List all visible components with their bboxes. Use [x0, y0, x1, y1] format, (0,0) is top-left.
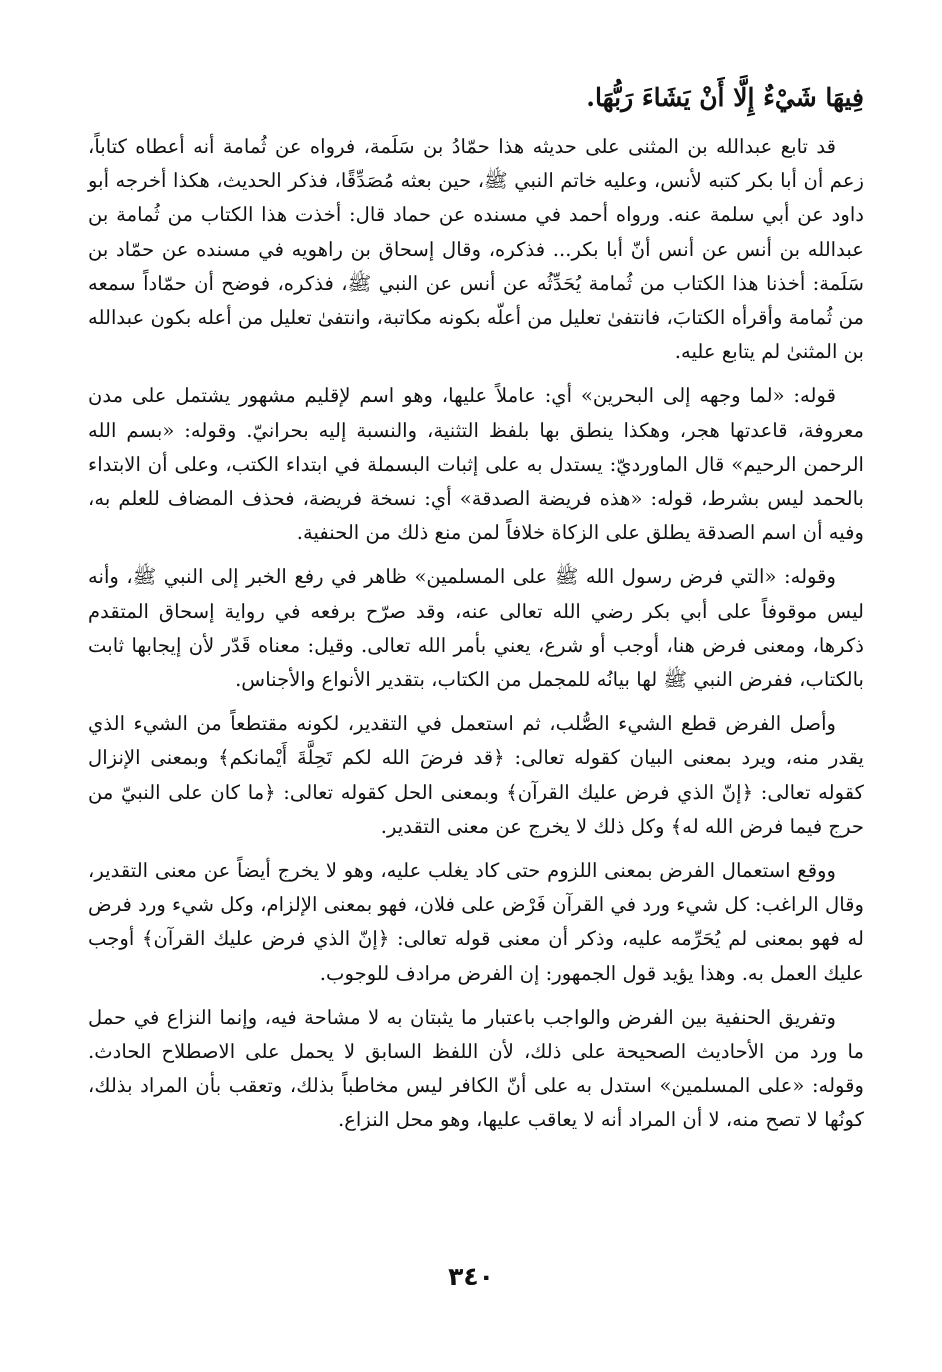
paragraph-2: قوله: «لما وجهه إلى البحرين» أي: عاملاً عليها، وهو اسم لإقليم مشهور يشتمل على مدن معروفة، قاعدتها هجر، وهكذا ينطق بها بلفظ التثنية، والنسبة إليه بحرانيّ. وقوله: «بسم الله الرحمن الرحيم» قال الماورديّ: يستدل به على إثبات البسملة في ابتداء الكتب، وعلى أن الابتداء بالحمد ليس بشرط، قوله: «هذه فريضة الصدقة» أي: نسخة فريضة، فحذف المضاف للعلم به، وفيه أن اسم الصدقة يطلق على الزكاة خلافاً لمن منع ذلك من الحنفية. — [88, 384, 864, 545]
paragraph-6: وتفريق الحنفية بين الفرض والواجب باعتبار ما يثبتان به لا مشاحة فيه، وإنما النزاع في حمل ما ورد من الأحاديث الصحيحة على ذلك، لأن اللفظ السابق لا يحمل على الاصطلاح الحادث. وقوله: «على المسلمين» استدل به على أنّ الكافر ليس مخاطباً بذلك، وتعقب بأن المراد بذلك، كونُها لا تصح منه، لا أن المراد أنه لا يعاقب عليها، وهو محل النزاع. — [88, 1005, 864, 1132]
paragraph-3: وقوله: «التي فرض رسول الله ﷺ على المسلمين» ظاهر في رفع الخبر إلى النبي ﷺ، وأنه ليس موقوفاً على أبي بكر رضي الله تعالى عنه، وقد صرّح برفعه في رواية إسحاق المتقدم ذكرها، ومعنى فرض هنا، أوجب أو شرع، يعني بأمر الله تعالى. وقيل: معناه قَدّر لأن إيجابها ثابت بالكتاب، ففرض النبي ﷺ لها بيانُه للمجمل من الكتاب، بتقدير الأنواع والأجناس. — [88, 565, 864, 692]
paragraph-5: ووقع استعمال الفرض بمعنى اللزوم حتى كاد يغلب عليه، وهو لا يخرج أيضاً عن معنى التقدير، وقال الراغب: كل شيء ورد في القرآن فَرْض على فلان، فهو بمعنى الإلزام، وكل شيء ورد فرض له فهو بمعنى لم يُحَرِّمه عليه، وذكر أن معنى قوله تعالى: ﴿إنّ الذي فرض عليك القرآن﴾ أوجب عليك العمل به. وهذا يؤيد قول الجمهور: إن الفرض مرادف للوجوب. — [88, 859, 864, 985]
verse-heading: فِيهَا شَيْءٌ إِلَّا أَنْ يَشَاءَ رَبُّهَا. — [586, 83, 864, 112]
page-number: ٣٤٠ — [448, 1262, 494, 1291]
paragraph-4: وأصل الفرض قطع الشيء الصُّلب، ثم استعمل في التقدير، لكونه مقتطعاً من الشيء الذي يقدر منه، ويرد بمعنى البيان كقوله تعالى: ﴿قد فرضَ الله لكم تَحِلَّةَ أَيْمانكم﴾ وبمعنى الإنزال كقوله تعالى: ﴿إنّ الذي فرض عليك القرآن﴾ وبمعنى الحل كقوله تعالى: ﴿ما كان على النبيّ من حرج فيما فرض الله له﴾ وكل ذلك لا يخرج عن معنى التقدير. — [88, 712, 864, 838]
paragraph-1: قد تابع عبدالله بن المثنى على حديثه هذا حمّادُ بن سَلَمة، فرواه عن ثُمامة أنه أعطاه كتاباً، زعم أن أبا بكر كتبه لأنس، وعليه خاتم النبي ﷺ، حين بعثه مُصَدِّقًا، فذكر الحديث، هكذا أخرجه أبو داود عن أبي سلمة عنه. ورواه أحمد في مسنده عن حماد قال: أخذت هذا الكتاب من ثُمامة بن عبدالله بن أنس عن أنس أنّ أبا بكر... فذكره، وقال إسحاق بن راهويه في مسنده عن حمّاد بن سَلَمة: أخذنا هذا الكتاب من ثُمامة يُحَدِّثُه عن أنس عن النبي ﷺ، فذكره، فوضح أن حمّاداً سمعه من ثُمامة وأقرأه الكتابَ، فانتفىٰ تعليل من أعلّه بكونه مكاتبة، وانتفىٰ تعليل من أعله بكون عبدالله بن المثنىٰ لم يتابع عليه. — [87, 135, 864, 364]
page-body — [88, 72, 864, 1148]
